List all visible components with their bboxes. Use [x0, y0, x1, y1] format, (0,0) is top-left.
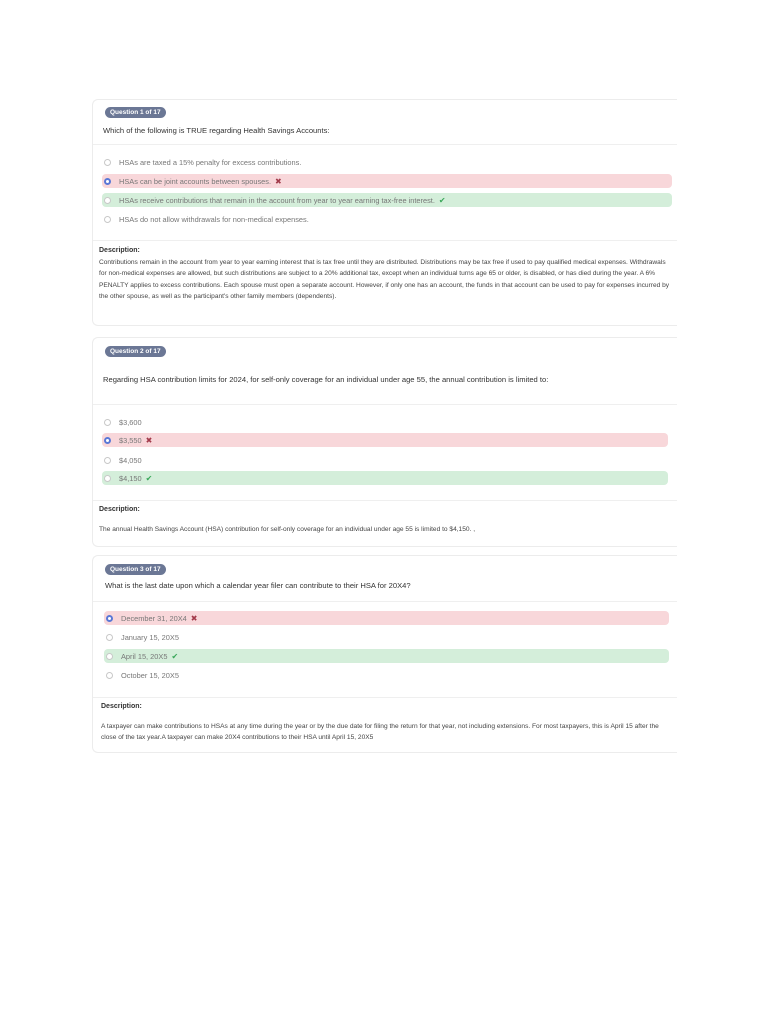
option-label: $3,550 [119, 435, 142, 445]
description-heading: Description: [101, 703, 142, 710]
cross-icon: ✖ [275, 176, 282, 186]
answer-option-3[interactable] [102, 193, 672, 207]
radio-button[interactable] [104, 475, 111, 482]
question-text: Which of the following is TRUE regarding Health Savings Accounts: [103, 126, 330, 135]
question-text: Regarding HSA contribution limits for 2024, for self-only coverage for an individual under age 55, the annual contribution is limited to: [103, 375, 549, 384]
question-badge: Question 3 of 17 [105, 564, 166, 575]
radio-button[interactable] [104, 419, 111, 426]
check-icon: ✔ [438, 195, 446, 205]
radio-button-selected[interactable] [104, 178, 111, 185]
divider [93, 697, 677, 698]
answer-option-4[interactable] [102, 212, 672, 226]
option-label: April 15, 20X5 [121, 651, 168, 661]
option-label: HSAs receive contributions that remain in the account from year to year earning tax-free interest. [119, 195, 435, 205]
question-badge: Question 2 of 17 [105, 346, 166, 357]
option-label: October 15, 20X5 [121, 670, 179, 680]
answer-option-1[interactable] [102, 155, 672, 169]
radio-button[interactable] [106, 653, 113, 660]
divider [93, 240, 677, 241]
answer-option-3[interactable] [104, 649, 669, 663]
radio-button[interactable] [104, 457, 111, 464]
answer-option-4[interactable] [102, 471, 668, 485]
question-text: What is the last date upon which a calendar year filer can contribute to their HSA for 20X4? [105, 581, 411, 590]
radio-button[interactable] [104, 216, 111, 223]
answer-option-4[interactable] [104, 668, 669, 682]
answer-option-3[interactable] [102, 453, 668, 467]
divider [93, 404, 677, 405]
answer-option-1[interactable] [102, 415, 668, 429]
check-icon: ✔ [145, 473, 153, 483]
description-text: A taxpayer can make contributions to HSAs at any time during the year or by the due date for filing the return for that year, not including extensions. For most taxpayers, this is April 15 after the close of the tax year.A taxpayer can make 20X4 contributions to their HSA until April 15, 20X5 [101, 723, 659, 742]
divider [93, 144, 677, 145]
option-label: HSAs can be joint accounts between spouses. [119, 176, 272, 186]
question-card-1 [92, 99, 677, 326]
option-label: HSAs are taxed a 15% penalty for excess contributions. [119, 157, 302, 167]
description-text: The annual Health Savings Account (HSA) contribution for self-only coverage for an individual under age 55 is limited to $4,150. , [99, 526, 476, 533]
answer-option-2[interactable] [102, 433, 668, 447]
answer-option-2[interactable] [102, 174, 672, 188]
radio-button[interactable] [106, 634, 113, 641]
option-label: $4,050 [119, 455, 142, 465]
answer-option-1[interactable] [104, 611, 669, 625]
check-icon: ✔ [171, 651, 179, 661]
option-label: $4,150 [119, 473, 142, 483]
question-badge: Question 1 of 17 [105, 107, 166, 118]
radio-button[interactable] [104, 197, 111, 204]
question-card-2 [92, 337, 677, 547]
radio-button-selected[interactable] [104, 437, 111, 444]
option-label: $3,600 [119, 417, 142, 427]
answer-option-2[interactable] [104, 630, 669, 644]
cross-icon: ✖ [190, 613, 198, 623]
description-heading: Description: [99, 506, 140, 513]
option-label: December 31, 20X4 [121, 613, 187, 623]
divider [93, 500, 677, 501]
radio-button[interactable] [104, 159, 111, 166]
divider [93, 601, 677, 602]
description-heading: Description: [99, 247, 140, 254]
description-text: Contributions remain in the account from year to year earning interest that is tax free until they are distributed. Distributions may be tax free if used to pay qualified medical expenses. Withdrawals for non-medical expenses are allowed, but such distributions are subject to a 20% additional tax, except when an individual turns age 65 or older, is disabled, or has died during the year. A 6% PENALTY applies to excess contributions. Each spouse must open a separate account. However, if only one has an account, the funds in that account can be used to pay for expenses incurred by the other spouse, as well as the participant's other family members (dependents). [99, 259, 670, 301]
radio-button[interactable] [106, 672, 113, 679]
option-label: January 15, 20X5 [121, 632, 179, 642]
question-card-3 [92, 555, 677, 753]
radio-button-selected[interactable] [106, 615, 113, 622]
option-label: HSAs do not allow withdrawals for non-medical expenses. [119, 214, 309, 224]
cross-icon: ✖ [145, 435, 153, 445]
